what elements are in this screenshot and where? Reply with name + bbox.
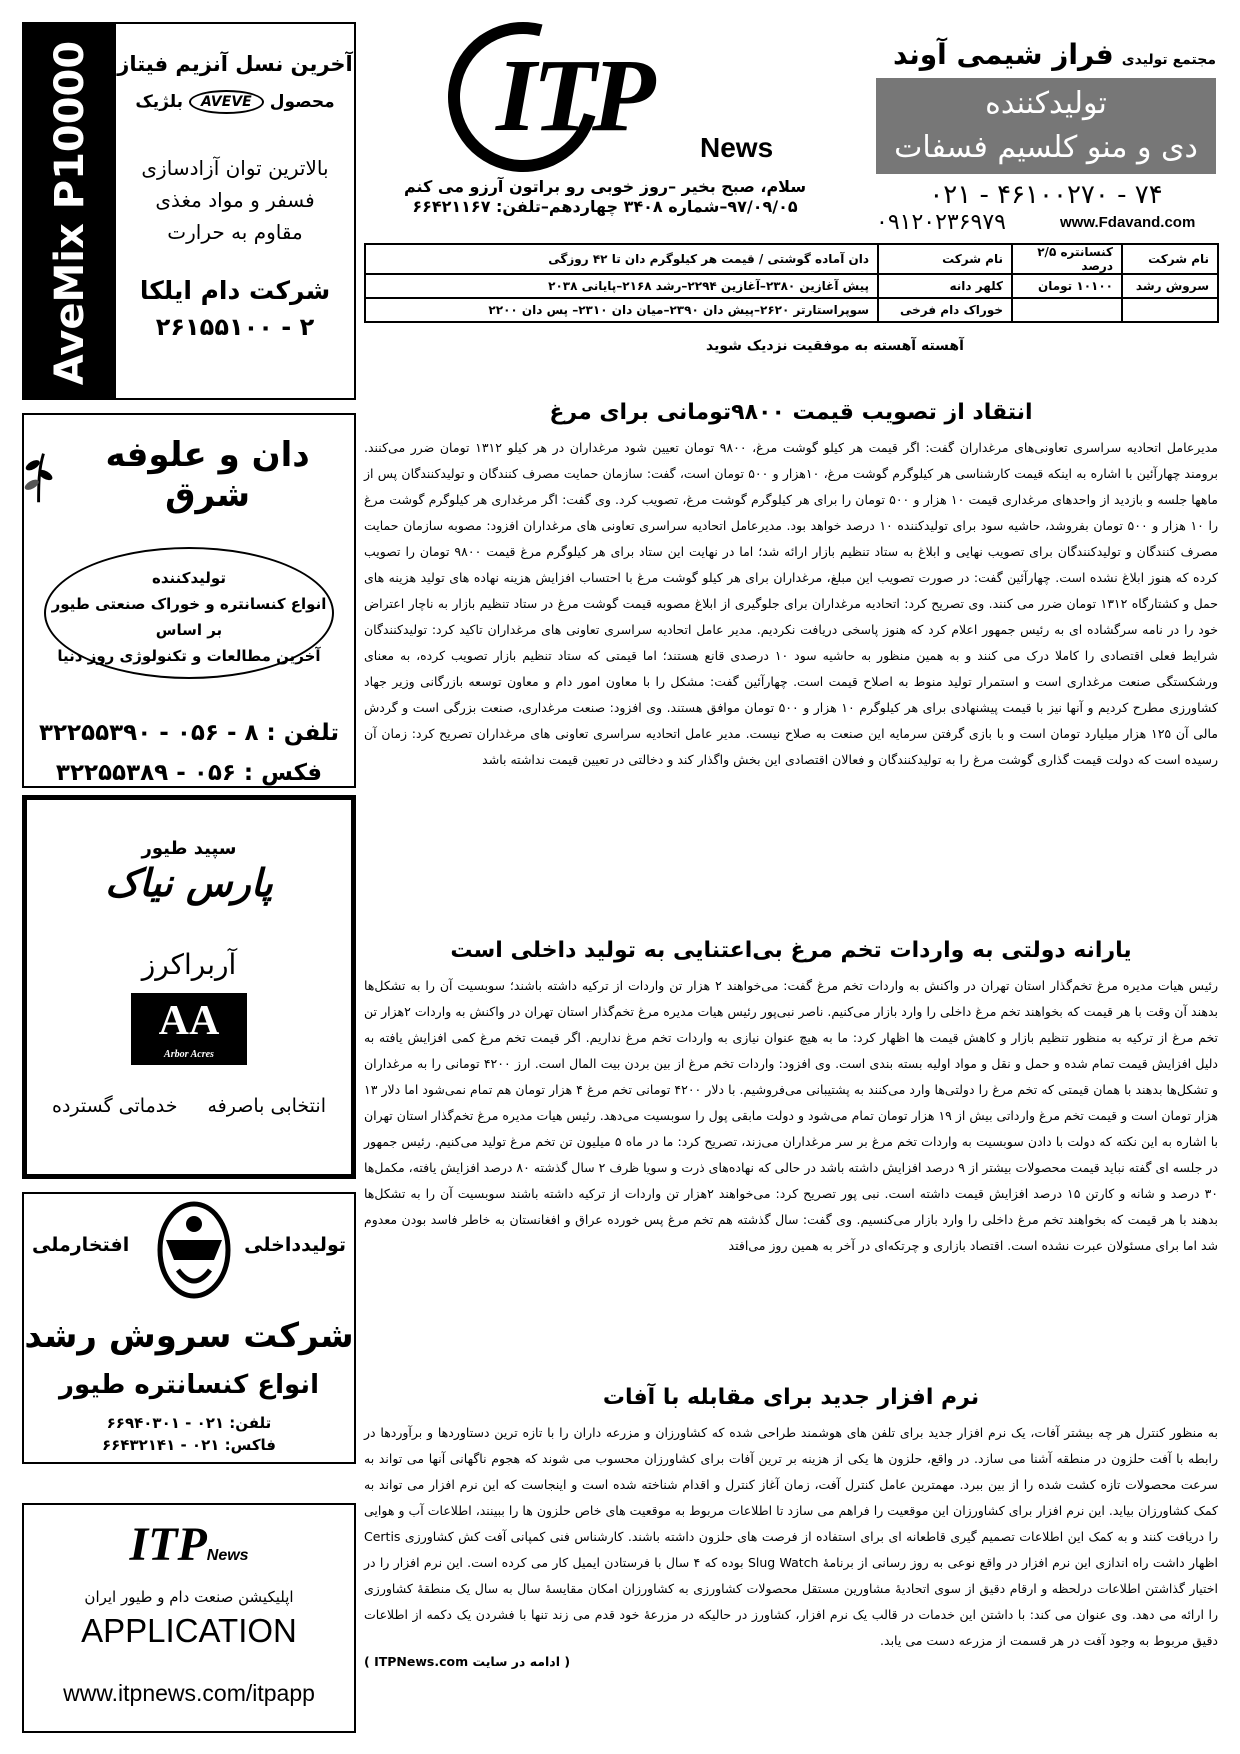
- ad-sharq-fax: فکس : ۰۵۶ - ۳۲۲۵۵۳۸۹: [55, 760, 323, 786]
- pars-niak-logo: [27, 840, 351, 908]
- itp-app-subtitle: اپلیکیشن صنعت دام و طیور ایران: [84, 1588, 294, 1606]
- ad-soroush-fax: فاکس: ۰۲۱ - ۶۶۴۳۲۱۴۱: [102, 1436, 276, 1454]
- table-row: [365, 274, 1218, 298]
- arbor-acres-logo-text: AA: [158, 998, 220, 1044]
- ad-sharq-oval-1: تولیدکننده: [152, 569, 226, 587]
- table-cell: [1122, 298, 1218, 322]
- ad-soroush-name: شرکت سروش رشد: [24, 1316, 354, 1356]
- article-body: به منظور کنترل هر چه بیشتر آفات، یک نرم افزار جدید برای تلفن های هوشمند طراحی شده که کشاورزان و مزرعه داران را با تازه ترین دستاوردها و برآوردها در رابطه با آفت حلزون در منطقه آشنا می سازد. در واقع، حلزون ها یکی از هزینه بر ترین آفات برای کشاورزان محسوب می شوند که هجوم ناگهانی آنها می تواند به سرعت محصولات تازه کشت شده را از بین ببرد. مهمترین عامل کنترل آفت، زمان آغاز کنترل و اقدام شناخته شده است و اینجاست که این نرم افزار می تواند به کمک کشاورزان بیاید. این نرم افزار برای کشاورزان این موقعیت را فراهم می سازد تا اطلاعات مربوط به موقعیت های خاص حلزون ها را ببینند، اطلاعات آب و هوایی را دریافت کنند و به کمک این اطلاعات تصمیم گیری قاطعانه ای برای استفاده از فرصت های حلزون داشته باشند. کارشناس فنی کمپانی آفت کش کشاورزی Certis اظهار داشت راه اندازی این نرم افزار در واقع نوعی به روز رسانی از برنامۀ Slug Watch بوده که ۴ سال با فرستادن ایمیل کار می کرده است. این نرم افزار را در اختیار گذاشتن اطلاعات درلحظه و ارقام دقیق از سوی اتحادیۀ مشاورین مستقل محصولات کشاورزی به کشاورزان امکان مقایسۀ سال به سال یک منطقۀ کشاورزی را ارائه می دهد. وی عنوان می کند: با داشتن این خدمات در قالب یک نرم افزار، کشاورز در حالیکه در مزرعۀ خود قدم می زند تنها با فشردن یک دکمه از اطلاعات دقیق مربوط به وجود آفت در هر قسمت از مزرعه دست می یابد.: [364, 1425, 1219, 1648]
- ad-avemix-headline: آخرین نسل آنزیم فیتاز: [117, 52, 353, 76]
- ad-avemix-company: شرکت دام ایلکا: [139, 276, 331, 305]
- ad-avemix-desc-2: فسفر و مواد مغذی: [155, 188, 315, 212]
- company-phone: ۰۲۱ - ۴۶۱۰۰۲۷۰ - ۷۴: [929, 180, 1163, 210]
- article-chicken-price: [364, 400, 1218, 773]
- company-website-link[interactable]: www.Fdavand.com: [1060, 214, 1196, 231]
- ad-pars-footer: [27, 1095, 351, 1117]
- price-header-company-1: نام شرکت: [1122, 244, 1218, 274]
- price-header-concentrate: کنسانتره ۲/۵ درصد: [1012, 244, 1122, 274]
- ad-avemix: [22, 22, 356, 400]
- article-body: رئیس هیات مدیره مرغ تخم‌گذار استان تهران در واکنش به واردات تخم مرغ گفت: می‌خواهند ۲ هزار تن واردات از ترکیه داشته باشند؛ سوبسیت آن را به تشکل‌ها بدهند آن وقت با هر قیمت که بخواهند تخم مرغ داخلی را وارد بازار می‌کنیم. ناصر نبی‌پور رئیس هیات مدیره مرغ تخم‌گذار استان تهران در واکنش به واردات ۲هزار تن تخم مرغ از ترکیه به منظور تنظیم بازار و کاهش قیمت ها اظهار کرد: ما به هیچ عنوان نیازی به واردات تخم مرغ نداریم. اگر قیمت تخم مرغ کمی افزایش یافته به دلیل افزایش قیمت تمام شده و حمل و نقل و مواد اولیه بسته بندی است. وی افزود: واردات تخم مرغ از بین بردن بیت المال است. ارز ۴۲۰۰ تومانی را به مرغداران و تشکل‌ها بدهند با همان قیمتی که تخم مرغ را دولتی‌ها وارد می‌کنند به پشتیبانی می‌فروشیم. با دلار ۴۲۰۰ تومانی تخم مرغ ۴ هزار تومان هم تمام نمی‌شود اما دلار ۱۳ هزار تومان است و قیمت تخم مرغ وارداتی بیش از ۱۹ هزار تومان تمام می‌شود و دولت مابقی پول را سوبسیت می‌دهد. رئیس هیات مدیره مرغ تخم‌گذار استان تهران با اشاره به این نکته که دولت با دادن سوبسیت به واردات تخم مرغ بر سر مرغداران می‌زند، تصریح کرد: ما در ماه ۵ میلیون تن تخم مرغ تولید می‌کنیم. رئیس جمهور در جلسه ای گفته نباید قیمت محصولات بیشتر از ۹ درصد افزایش داشته باشد در حالی که نهاده‌های ذرت و سویا ظرف ۲ سال گذشته ۸۰ درصد افزایش یافته، مکمل‌ها ۳۰ درصد و شانه و کارتن ۱۵ درصد افزایش قیمت داشته است. نبی پور تصریح کرد: می‌خواهند ۲هزار تن واردات از ترکیه داشته باشند سوبسیت آن را به تشکل‌ها بدهند با هر قیمت که بخواهند تخم مرغ داخلی را وارد بازار می‌کنسیم. وی گفت: سال گذشته هم تخم مرغ پس خورده عراق و افغانستان به خاطر فاسد بودن معدوم شد اما برای مسئولان عبرت نشده است. اقتصاد بازاری و چرتکه‌ای در آخر به همین روز می‌افتد: [364, 978, 1218, 1253]
- table-cell: ۱۰۱۰۰ تومان: [1012, 274, 1122, 298]
- table-cell: خوراک دام فرخی: [878, 298, 1012, 322]
- price-header-company-2: نام شرکت: [878, 244, 1012, 274]
- company-box-line-1: تولیدکننده: [985, 86, 1107, 121]
- arbor-acres-logo: [131, 993, 247, 1065]
- itp-news-logo[interactable]: [448, 22, 808, 182]
- company-box-line-2: دی و منو کلسیم فسفات: [894, 130, 1198, 165]
- ad-soroush-contact: [24, 1412, 354, 1456]
- ad-avemix-description: [116, 152, 354, 248]
- table-cell: پیش آغازین ۲۳۸۰–آغازین ۲۲۹۴–رشد ۲۱۶۸–پایانی ۲۰۳۸: [365, 274, 878, 298]
- ad-avemix-vertical-banner: [24, 24, 116, 398]
- table-cell: سروش رشد: [1122, 274, 1218, 298]
- ad-sharq-oval-4: آخرین مطالعات و تکنولوژی روز دنیا: [57, 647, 321, 665]
- article-title: نرم افزار جدید برای مقابله با آفات: [602, 1385, 980, 1410]
- itp-app-url-link[interactable]: www.itpnews.com/itpapp: [63, 1680, 315, 1706]
- table-cell: سوپراستارتر ۲۶۲۰–پیش دان ۲۳۹۰–میان دان ۲۳۱۰– پس دان ۲۲۰۰: [365, 298, 878, 322]
- soroush-emblem-icon: [156, 1200, 232, 1300]
- ad-avemix-desc-3: مقاوم به حرارت: [167, 220, 303, 244]
- ad-avemix-country: بلژیک: [135, 92, 184, 112]
- ad-sharq-oval: [44, 547, 334, 679]
- arbor-acres-logo-sub: Arbor Acres: [164, 1049, 214, 1060]
- ad-avemix-product-name: AveMix P10000: [47, 40, 93, 386]
- aveve-logo: AVEVE: [189, 90, 264, 114]
- header-greeting: سلام، صبح بخیر –روز خوبی رو براتون آرزو می کنم: [403, 177, 807, 196]
- ad-avemix-brand-line: [116, 90, 354, 114]
- table-cell: [1012, 298, 1122, 322]
- company-mobile: ۰۹۱۲۰۲۳۶۹۷۹: [876, 210, 1006, 235]
- price-table: [364, 243, 1219, 323]
- price-table-header: [365, 244, 1218, 274]
- pars-niak-logo-small: سپید طیور: [141, 838, 237, 859]
- ad-sharq-contact: [24, 713, 354, 793]
- ad-sharq-oval-3: بر اساس: [155, 621, 223, 639]
- ad-soroush-local: تولیدداخلی: [244, 1234, 346, 1256]
- pars-niak-logo-text: پارس نیاک: [105, 861, 273, 905]
- ad-avemix-product-of: محصول: [269, 92, 335, 112]
- ad-pars-footer-left: خدماتی گسترده: [52, 1095, 178, 1117]
- ad-sharq-phone: تلفن : ۸ - ۰۵۶ - ۳۲۲۵۵۳۹۰: [38, 720, 340, 746]
- ad-itp-app[interactable]: [22, 1503, 356, 1733]
- company-product-box: [876, 78, 1216, 174]
- article-title: یارانه دولتی به واردات تخم مرغ بی‌اعتنایی به تولید داخلی است: [450, 938, 1132, 963]
- itp-app-logo-sub: News: [206, 1547, 249, 1564]
- price-header-feed: دان آماده گوشتی / قیمت هر کیلوگرم دان تا ۴۲ روزگی: [365, 244, 878, 274]
- ad-sharq-title-row: [24, 435, 354, 515]
- table-row: [365, 298, 1218, 322]
- itp-app-label: APPLICATION: [81, 1612, 297, 1649]
- itp-logo-text: ITP: [496, 38, 652, 153]
- company-name: فراز شیمی آوند: [893, 38, 1114, 71]
- arbor-acres-label: آربراکرز: [141, 948, 237, 981]
- ad-soroush-subtitle: انواع کنسانتره طیور: [59, 1370, 319, 1400]
- ad-soroush-roshd: [22, 1192, 356, 1464]
- ad-avemix-phone: ۲ - ۲۶۱۵۵۱۰۰: [155, 313, 315, 341]
- company-header: [874, 38, 1216, 71]
- company-label: مجتمع تولیدی: [1121, 52, 1216, 68]
- motto: آهسته آهسته به موفقیت نزدیک شوید: [706, 338, 964, 354]
- ad-sharq-oval-2: انواع کنسانتره و خوراک صنعتی طیور: [51, 595, 327, 613]
- itp-app-logo: [24, 1519, 354, 1582]
- article-pest-software: [364, 1385, 1218, 1669]
- ad-pars-niak: [22, 795, 356, 1179]
- article-body: مدیرعامل اتحادیه سراسری تعاونی‌های مرغداران گفت: اگر قیمت هر کیلو گوشت مرغ، ۹۸۰۰ تومان تعیین شود مرغداران در هر کیلو ۱۳۱۲ تومان ضرر می‌کنند. برومند چهارآئین با اشاره به اینکه قیمت کارشناسی هر کیلوگرم گوشت مرغ، ۱۰هزار و ۵۰۰ تومان است، گفت: سازمان حمایت مصرف کنندگان و تولیدکنندگان پس از ماهها جلسه و بازدید از واحدهای مرغداری قیمت ۱۰ هزار و ۵۰۰ تومان را برای هر کیلوگرم گوشت مرغ، تصویب کرد. وی گفت: اگر مرغداری هر کیلوگرم گوشت مرغ را ۱۰ هزار و ۵۰۰ تومان بفروشد، حاشیه سود برای تولیدکننده ۱۰ درصد خواهد بود. مدیرعامل اتحادیه سراسری تعاونی های مرغداران افزود: مصوبه سازمان حمایت مصرف کنندگان و تولیدکنندگان برای تصویب نهایی و ابلاغ به ستاد تنظیم بازار ارائه شد؛ اما در نهایت این ستاد برای هر کیلوگرم مرغ قیمت ۹۸۰۰ تومان را تصویب کرده که هنوز ابلاغ نشده است. چهارآئین گفت: در صورت تصویب این مبلغ، مرغداران برای هر کیلو گوشت مرغ با احتساب افزایش هزینه نهاده های تولید هزینه های حمل و کشتارگاه ۱۳۱۲ تومان ضرر می کنند. وی تصریح کرد: اتحادیه مرغداران برای جلوگیری از ابلاغ مصوبه قیمت گوشت مرغ در ستاد تنظیم بازار به ناچار اعتراض خود را در نامه سرگشاده ای به رئیس جمهور اعلام کرد که هنوز پاسخی دریافت نکردیم. مدیر عامل اتحادیه سراسری تعاونی های مرغداران تاکید کرد: تولیدکنندگان شرایط فعلی اقتصادی را کاملا درک می کنند و به همین منظور به حاشیه سود ۱۰ درصدی قانع هستند؛ اما قیمتی که ستاد تنظیم بازار تصویب کرده، به معنای ورشکستگی صنعت مرغداری است و استمرار تولید منوط به اصلاح قیمت است. چهارآئین گفت: مشکل را با معاون امور دام و معاون توسعه بازرگانی وزیر جهاد کشاورزی مطرح کردیم و آنها نیز با قیمت پیشنهادی برای هر کیلوگرم ۱۰ هزار و ۵۰۰ تومان موافق هستند. وی افزود: صنعت مرغداری، صنعت بزرگی است و گردش مالی آن ۱۲۵ هزار میلیارد تومان است و با بازی گرفتن سرمایه این صنعت به صلاح نیست. مدیر عامل اتحادیه سراسری تعاونی های مرغداران تصریح کرد: زمان آن رسیده است که دولت قیمت گذاری گوشت مرغ را به تولیدکنندگان و فعالان اقتصادی این بخش واگذار کند و دخالتی در تعیین قیمت نداشته باشد: [364, 440, 1219, 767]
- itp-app-logo-text: ITP: [129, 1518, 207, 1571]
- ad-avemix-desc-1: بالاترین توان آزادسازی: [141, 156, 329, 180]
- leaf-icon: [24, 445, 53, 505]
- table-cell: کلهر دانه: [878, 274, 1012, 298]
- article-egg-import: [364, 938, 1218, 1259]
- ad-sharq-title: دان و علوفه شرق: [105, 435, 310, 515]
- ad-sharq: [22, 413, 356, 788]
- header-issue-info: ۹۷/۰۹/۰۵–شماره ۳۴۰۸ چهاردهم–تلفن: ۶۶۴۲۱۱۶۷: [412, 197, 798, 216]
- ad-pars-footer-right: انتخابی باصرفه: [207, 1095, 326, 1117]
- article-title: انتقاد از تصویب قیمت ۹۸۰۰تومانی برای مرغ: [549, 400, 1033, 425]
- ad-soroush-pride: افتخارملی: [32, 1234, 130, 1256]
- read-more-link[interactable]: ( ادامه در سایت ITPNews.com ): [364, 1654, 571, 1669]
- ad-soroush-tel: تلفن: ۰۲۱ - ۶۶۹۴۰۳۰۱: [106, 1414, 272, 1432]
- itp-logo-news: News: [700, 132, 774, 163]
- header-slogan: [380, 177, 830, 217]
